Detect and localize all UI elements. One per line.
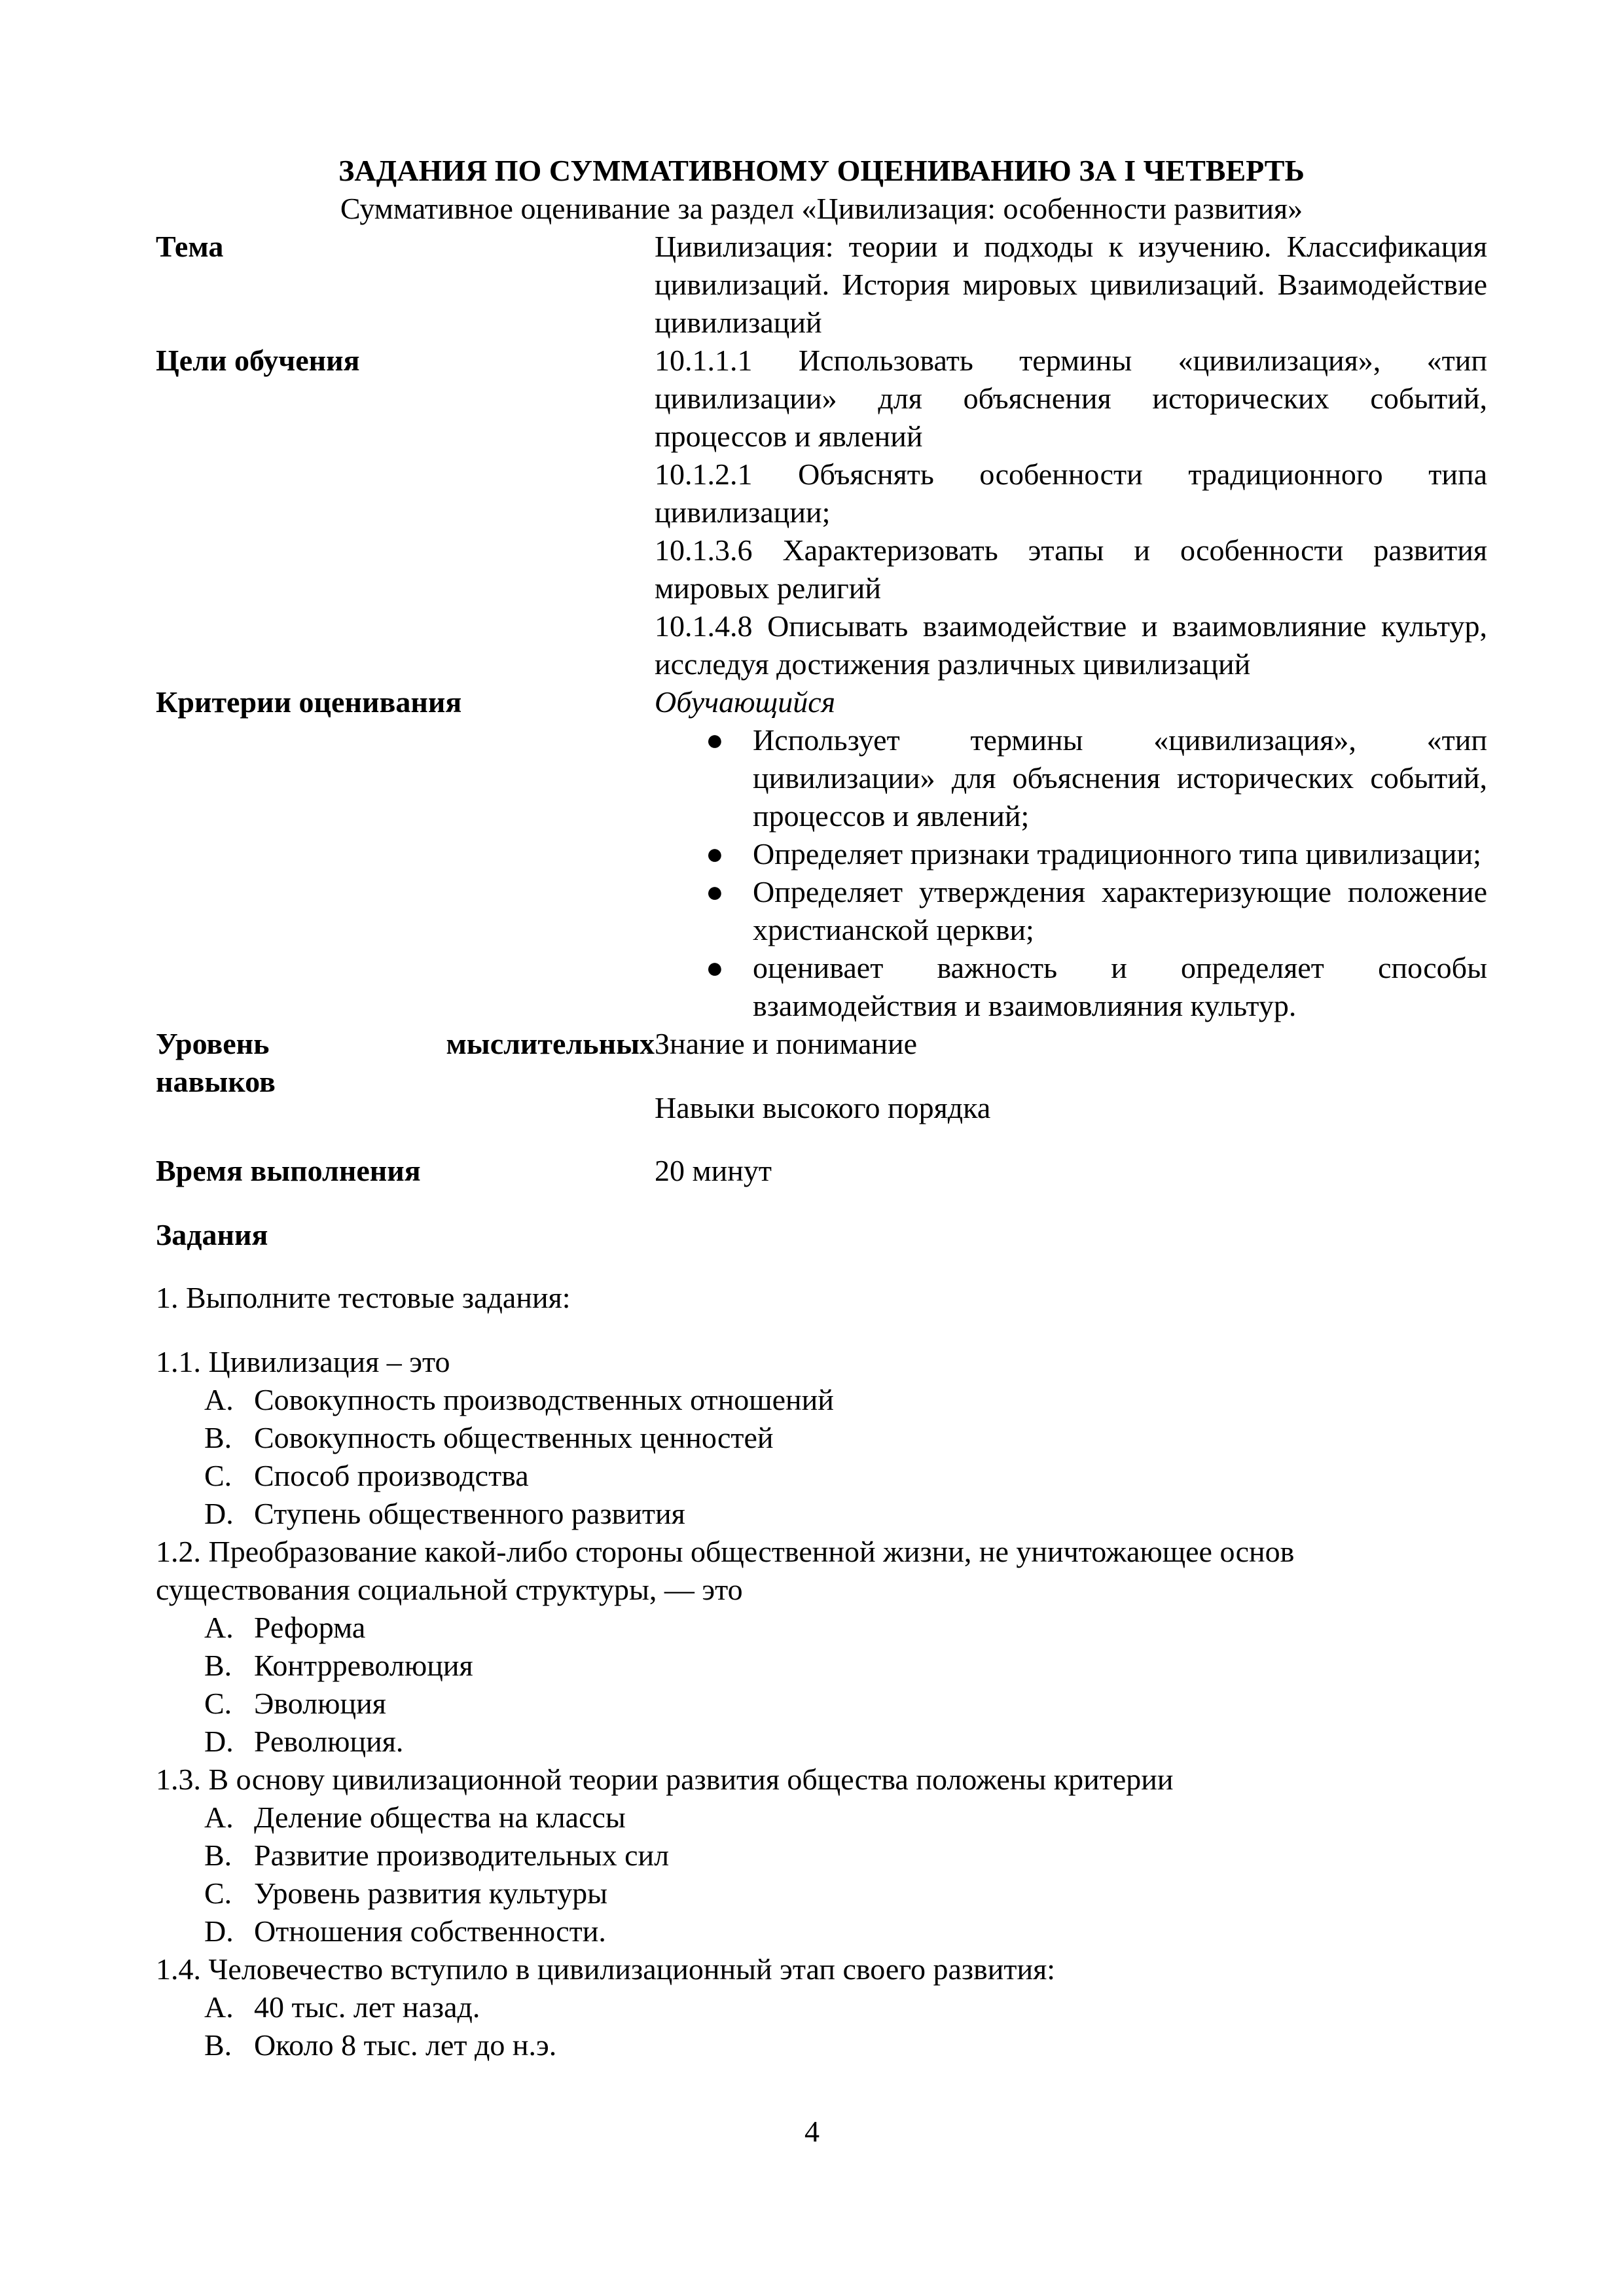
bullet-icon: ● (706, 875, 724, 908)
option-text: Ступень общественного развития (254, 1497, 685, 1530)
options-list (156, 1988, 1487, 2064)
option-text: Революция. (254, 1725, 404, 1758)
option-item (204, 1799, 1487, 1837)
topic-value: Цивилизация: теории и подходы к изучению. Классификация цивилизаций. История мировых цивилизаций. Взаимодействие цивилизаций (655, 230, 1487, 339)
skills-label-line2: навыков (156, 1065, 276, 1098)
skills-value-2: Навыки высокого порядка (655, 1091, 991, 1124)
option-letter: A. (204, 1990, 234, 2024)
criteria-item (706, 835, 1487, 873)
option-letter: B. (204, 1839, 232, 1872)
goals-row (156, 342, 1487, 683)
criteria-item-text: оценивает важность и определяет способы взаимодействия и взаимовлияния культур. (753, 951, 1487, 1022)
option-text: Совокупность общественных ценностей (254, 1421, 774, 1454)
option-item (204, 1381, 1487, 1419)
option-item (204, 1495, 1487, 1533)
option-item (204, 1685, 1487, 1723)
goal-item: 10.1.4.8 Описывать взаимодействие и взаимовлияние культур, исследуя достижения различных цивилизаций (655, 609, 1487, 681)
option-text: Способ производства (254, 1459, 529, 1492)
option-text: Деление общества на классы (254, 1801, 626, 1834)
option-letter: B. (204, 1649, 232, 1682)
option-text: Реформа (254, 1611, 366, 1644)
option-letter: B. (204, 1421, 232, 1454)
criteria-item-text: Определяет признаки традиционного типа цивилизации; (753, 837, 1481, 870)
criteria-value (655, 683, 1487, 1025)
info-table (156, 228, 1487, 1190)
criteria-item (706, 721, 1487, 835)
option-letter: A. (204, 1801, 234, 1834)
question-text: 1.4. Человечество вступило в цивилизационный этап своего развития: (156, 1952, 1056, 1986)
goal-item: 10.1.3.6 Характеризовать этапы и особенности развития мировых религий (655, 533, 1487, 605)
skills-value-1: Знание и понимание (655, 1027, 918, 1060)
option-text: 40 тыс. лет назад. (254, 1990, 480, 2024)
option-letter: C. (204, 1687, 232, 1720)
option-letter: A. (204, 1383, 234, 1416)
skills-label-line1: Уровень мыслительных (156, 1027, 655, 1060)
option-text: Контрреволюция (254, 1649, 473, 1682)
skills-label (156, 1025, 655, 1127)
option-item (204, 1419, 1487, 1457)
option-letter: D. (204, 1914, 234, 1948)
goal-item: 10.1.2.1 Объяснять особенности традиционного типа цивилизации; (655, 457, 1487, 529)
topic-label: Тема (156, 230, 224, 263)
document-title: ЗАДАНИЯ ПО СУММАТИВНОМУ ОЦЕНИВАНИЮ ЗА I ЧЕТВЕРТЬ (338, 154, 1305, 187)
goals-label: Цели обучения (156, 344, 360, 377)
time-label: Время выполнения (156, 1154, 421, 1187)
criteria-list (655, 721, 1487, 1025)
goal-item: 10.1.1.1 Использовать термины «цивилизация», «тип цивилизации» для объяснения исторических событий, процессов и явлений (655, 344, 1487, 453)
criteria-intro: Обучающийся (655, 685, 836, 719)
time-row (156, 1127, 1487, 1190)
question-text: 1.3. В основу цивилизационной теории развития общества положены критерии (156, 1763, 1174, 1796)
options-list (156, 1799, 1487, 1950)
criteria-row (156, 683, 1487, 1025)
option-letter: A. (204, 1611, 234, 1644)
option-item (204, 1988, 1487, 2026)
options-list (156, 1609, 1487, 1761)
option-text: Уровень развития культуры (254, 1876, 608, 1910)
document-page (156, 152, 1487, 2064)
criteria-item (706, 873, 1487, 949)
option-item (204, 1837, 1487, 1874)
option-item (204, 1647, 1487, 1685)
option-text: Совокупность производственных отношений (254, 1383, 834, 1416)
option-text: Около 8 тыс. лет до н.э. (254, 2028, 557, 2062)
criteria-item-text: Использует термины «цивилизация», «тип цивилизации» для объяснения исторических событий, процессов и явлений; (753, 723, 1487, 833)
bullet-icon: ● (706, 723, 724, 757)
page-number: 4 (804, 2115, 820, 2148)
document-subtitle: Суммативное оценивание за раздел «Цивилизация: особенности развития» (340, 192, 1303, 225)
criteria-item (706, 949, 1487, 1025)
option-letter: D. (204, 1497, 234, 1530)
criteria-label: Критерии оценивания (156, 685, 462, 719)
skills-value (655, 1025, 1487, 1127)
tasks-intro: 1. Выполните тестовые задания: (156, 1281, 571, 1314)
option-text: Эволюция (254, 1687, 386, 1720)
option-item (204, 1912, 1487, 1950)
bullet-icon: ● (706, 837, 724, 870)
goals-value (655, 342, 1487, 683)
option-item (204, 1874, 1487, 1912)
bullet-icon: ● (706, 951, 724, 984)
options-list (156, 1381, 1487, 1533)
option-letter: D. (204, 1725, 234, 1758)
option-letter: C. (204, 1876, 232, 1910)
option-item (204, 1457, 1487, 1495)
option-item (204, 1723, 1487, 1761)
criteria-item-text: Определяет утверждения характеризующие положение христианской церкви; (753, 875, 1487, 946)
tasks-heading: Задания (156, 1218, 268, 1251)
skills-row (156, 1025, 1487, 1127)
question-text: 1.2. Преобразование какой-либо стороны общественной жизни, не уничтожающее основ существования социальной структуры, — это (156, 1535, 1295, 1606)
topic-row (156, 228, 1487, 342)
option-item (204, 1609, 1487, 1647)
option-item (204, 2026, 1487, 2064)
option-letter: B. (204, 2028, 232, 2062)
time-value: 20 минут (655, 1154, 772, 1187)
option-text: Развитие производительных сил (254, 1839, 670, 1872)
option-letter: C. (204, 1459, 232, 1492)
question-text: 1.1. Цивилизация – это (156, 1345, 450, 1378)
option-text: Отношения собственности. (254, 1914, 606, 1948)
